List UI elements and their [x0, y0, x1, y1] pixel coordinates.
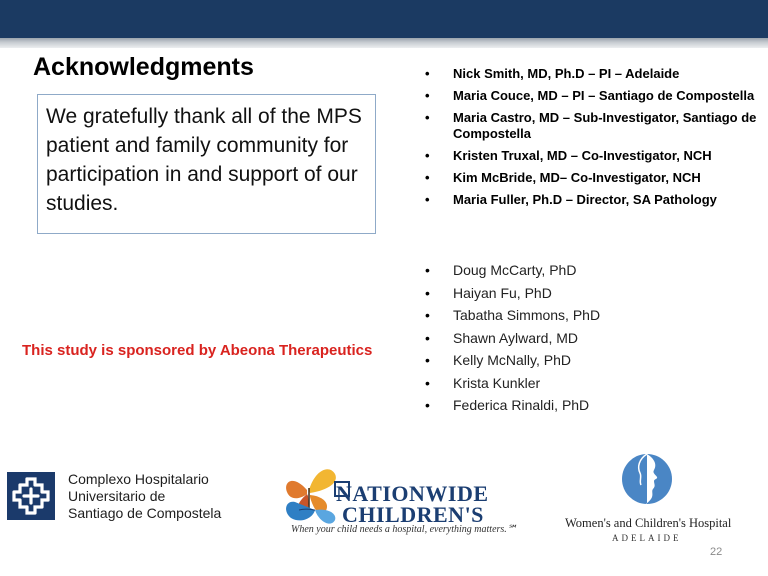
nationwide-line: NATIONWIDE — [336, 481, 489, 506]
chus-name — [68, 471, 221, 522]
chus-logo-icon — [7, 472, 55, 520]
list-item: • Nick Smith, MD, Ph.D – PI – Adelaide — [425, 66, 760, 82]
list-item: • Krista Kunkler — [425, 375, 755, 391]
chus-line: Santiago de Compostela — [68, 505, 222, 521]
wch-profile-icon — [621, 451, 673, 507]
nationwide-line: CHILDREN'S — [342, 502, 484, 527]
list-item: • Maria Couce, MD – PI – Santiago de Compostella — [425, 88, 760, 104]
list-item: • Kim McBride, MD– Co-Investigator, NCH — [425, 170, 760, 186]
wch-name: Women's and Children's Hospital — [565, 516, 732, 530]
list-item: • Kristen Truxal, MD – Co-Investigator, NCH — [425, 148, 760, 164]
thanks-box — [37, 94, 376, 234]
nationwide-tagline: When your child needs a hospital, everything matters.℠ — [291, 524, 517, 535]
list-item: • Doug McCarty, PhD — [425, 262, 755, 278]
list-item: • Tabatha Simmons, PhD — [425, 307, 755, 323]
list-item: • Maria Fuller, Ph.D – Director, SA Pathology — [425, 192, 760, 208]
sponsor-text: This study is sponsored by Abeona Therapeutics — [22, 342, 373, 359]
page-number: 22 — [710, 546, 723, 558]
list-item: • Kelly McNally, PhD — [425, 352, 755, 368]
nationwide-name — [336, 483, 489, 525]
header-band — [0, 38, 768, 48]
wch-city: ADELAIDE — [612, 533, 682, 543]
header-bar — [0, 0, 768, 38]
list-item: • Federica Rinaldi, PhD — [425, 397, 755, 413]
contributor-list — [425, 262, 755, 420]
chus-line: Universitario de — [68, 488, 166, 504]
list-item: • Maria Castro, MD – Sub-Investigator, Santiago de Compostella — [425, 110, 760, 142]
list-item: • Shawn Aylward, MD — [425, 330, 755, 346]
thanks-text: We gratefully thank all of the MPS patient and family community for participation in and support of our studies. — [46, 105, 362, 215]
slide-title: Acknowledgments — [33, 53, 254, 81]
chus-line: Complexo Hospitalario — [68, 471, 209, 487]
list-item: • Haiyan Fu, PhD — [425, 285, 755, 301]
investigator-list — [425, 66, 760, 214]
